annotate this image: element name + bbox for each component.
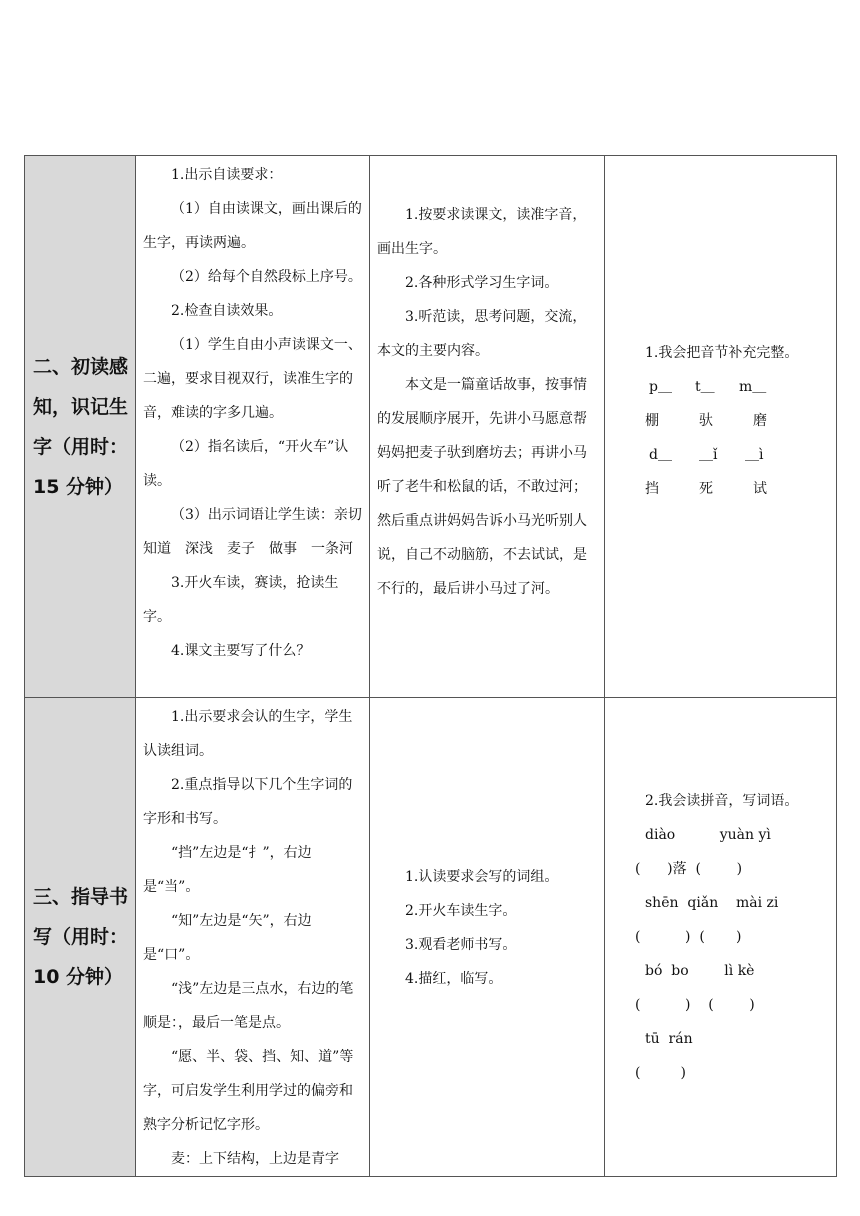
- student-activity-cell: [370, 698, 605, 1177]
- stage-line: 知，识记生: [33, 395, 129, 418]
- pinyin-blank: ＿ǐ: [699, 447, 718, 463]
- pinyin-blank: d＿: [649, 447, 672, 463]
- teacher-step: 麦：上下结构，上边是青字: [171, 1151, 339, 1167]
- teacher-step: （2）给每个自然段标上序号。: [171, 269, 362, 285]
- stage-line: 二、初读感: [33, 355, 129, 378]
- pinyin-line: shēn qiǎn mài zi: [645, 895, 779, 911]
- teacher-step: “挡”左边是“扌”，右边是“当”。: [143, 845, 312, 895]
- table-row: [25, 698, 837, 1177]
- stage-line: 15 分钟）: [33, 475, 124, 498]
- pinyin-blank: p＿: [649, 379, 672, 395]
- stage-cell: [25, 156, 136, 698]
- student-step: 2.各种形式学习生字词。: [405, 275, 559, 291]
- teacher-step: 2.重点指导以下几个生字词的字形和书写。: [143, 777, 353, 827]
- teacher-step: （1）学生自由小声读课文一、二遍，要求目视双行，读准生字的音，难读的字多几遍。: [143, 337, 362, 421]
- teacher-step: 4.课文主要写了什么？: [171, 643, 311, 659]
- pinyin-line: tū rán: [645, 1031, 693, 1047]
- exercise-title: 1.我会把音节补充完整。: [645, 345, 799, 361]
- pinyin-blank: m＿: [739, 379, 767, 395]
- char: 棚: [645, 413, 659, 429]
- stage-line: 10 分钟）: [33, 966, 124, 988]
- answer-blanks: ( ) ( ): [635, 929, 742, 945]
- char: 驮: [699, 413, 713, 429]
- teacher-step: 3.开火车读，赛读，抢读生字。: [143, 575, 339, 625]
- table-row: [25, 156, 837, 698]
- teacher-step: 1.出示自读要求：: [171, 167, 283, 183]
- teacher-step: （2）指名读后，“开火车”认读。: [143, 439, 349, 489]
- answer-blanks: ( ) ( ): [635, 997, 755, 1013]
- student-step: 4.描红，临写。: [405, 971, 503, 987]
- char: 死: [699, 481, 713, 497]
- student-step: 1.按要求读课文，读准字音，画出生字。: [377, 207, 587, 257]
- pinyin-blank: ＿ì: [745, 447, 764, 463]
- student-step: 3.听范读，思考问题，交流，本文的主要内容。: [377, 309, 587, 359]
- student-activity-cell: [370, 156, 605, 698]
- exercise-cell: [605, 156, 837, 698]
- answer-blanks: ( ): [635, 1065, 686, 1081]
- pinyin-line: diào yuàn yì: [645, 827, 771, 843]
- char: 挡: [645, 481, 659, 497]
- exercise-title: 2.我会读拼音，写词语。: [645, 793, 799, 809]
- student-step: 3.观看老师书写。: [405, 937, 517, 953]
- lesson-plan-table: [24, 155, 837, 1177]
- stage-line: 三、指导书: [33, 886, 129, 908]
- pinyin-line: bó bo lì kè: [645, 963, 755, 979]
- teacher-activity-cell: [136, 156, 376, 698]
- stage-line: 写（用时：: [33, 926, 129, 948]
- stage-line: 字（用时：: [33, 435, 129, 458]
- char-row: [645, 404, 836, 438]
- teacher-step: “浅”左边是三点水，右边的笔顺是：，最后一笔是点。: [143, 981, 354, 1031]
- teacher-step: （1）自由读课文，画出课后的生字，再读两遍。: [143, 201, 362, 251]
- char: 试: [753, 481, 767, 497]
- teacher-step: 2.检查自读效果。: [171, 303, 283, 319]
- student-step: 1.认读要求会写的词组。: [405, 869, 559, 885]
- stage-cell: [25, 698, 136, 1177]
- char: 磨: [753, 413, 767, 429]
- teacher-step: 1.出示要求会认的生字，学生认读组词。: [143, 709, 353, 759]
- teacher-step: “愿、半、袋、挡、知、道”等字，可启发学生利用学过的偏旁和熟字分析记忆字形。: [143, 1049, 354, 1133]
- teacher-step: （3）出示词语让学生读：亲切 知道 深浅 麦子 做事 一条河: [143, 507, 376, 557]
- pinyin-blank: t＿: [695, 379, 715, 395]
- pinyin-row: [645, 438, 836, 472]
- teacher-activity-cell: [136, 698, 370, 1177]
- answer-blanks: ( )落 ( ): [635, 861, 743, 877]
- student-step: 本文是一篇童话故事，按事情的发展顺序展开，先讲小马愿意帮妈妈把麦子驮到磨坊去；再讲小马听了老牛和松鼠的话，不敢过河；然后重点讲妈妈告诉小马光听别人说，自己不动脑筋，不去试试，是不行的，最后讲小马过了河。: [377, 377, 587, 597]
- student-step: 2.开火车读生字。: [405, 903, 517, 919]
- teacher-step: “知”左边是“矢”，右边是“口”。: [143, 913, 312, 963]
- char-row: [645, 472, 836, 506]
- pinyin-row: [645, 370, 836, 404]
- exercise-cell: [605, 698, 837, 1177]
